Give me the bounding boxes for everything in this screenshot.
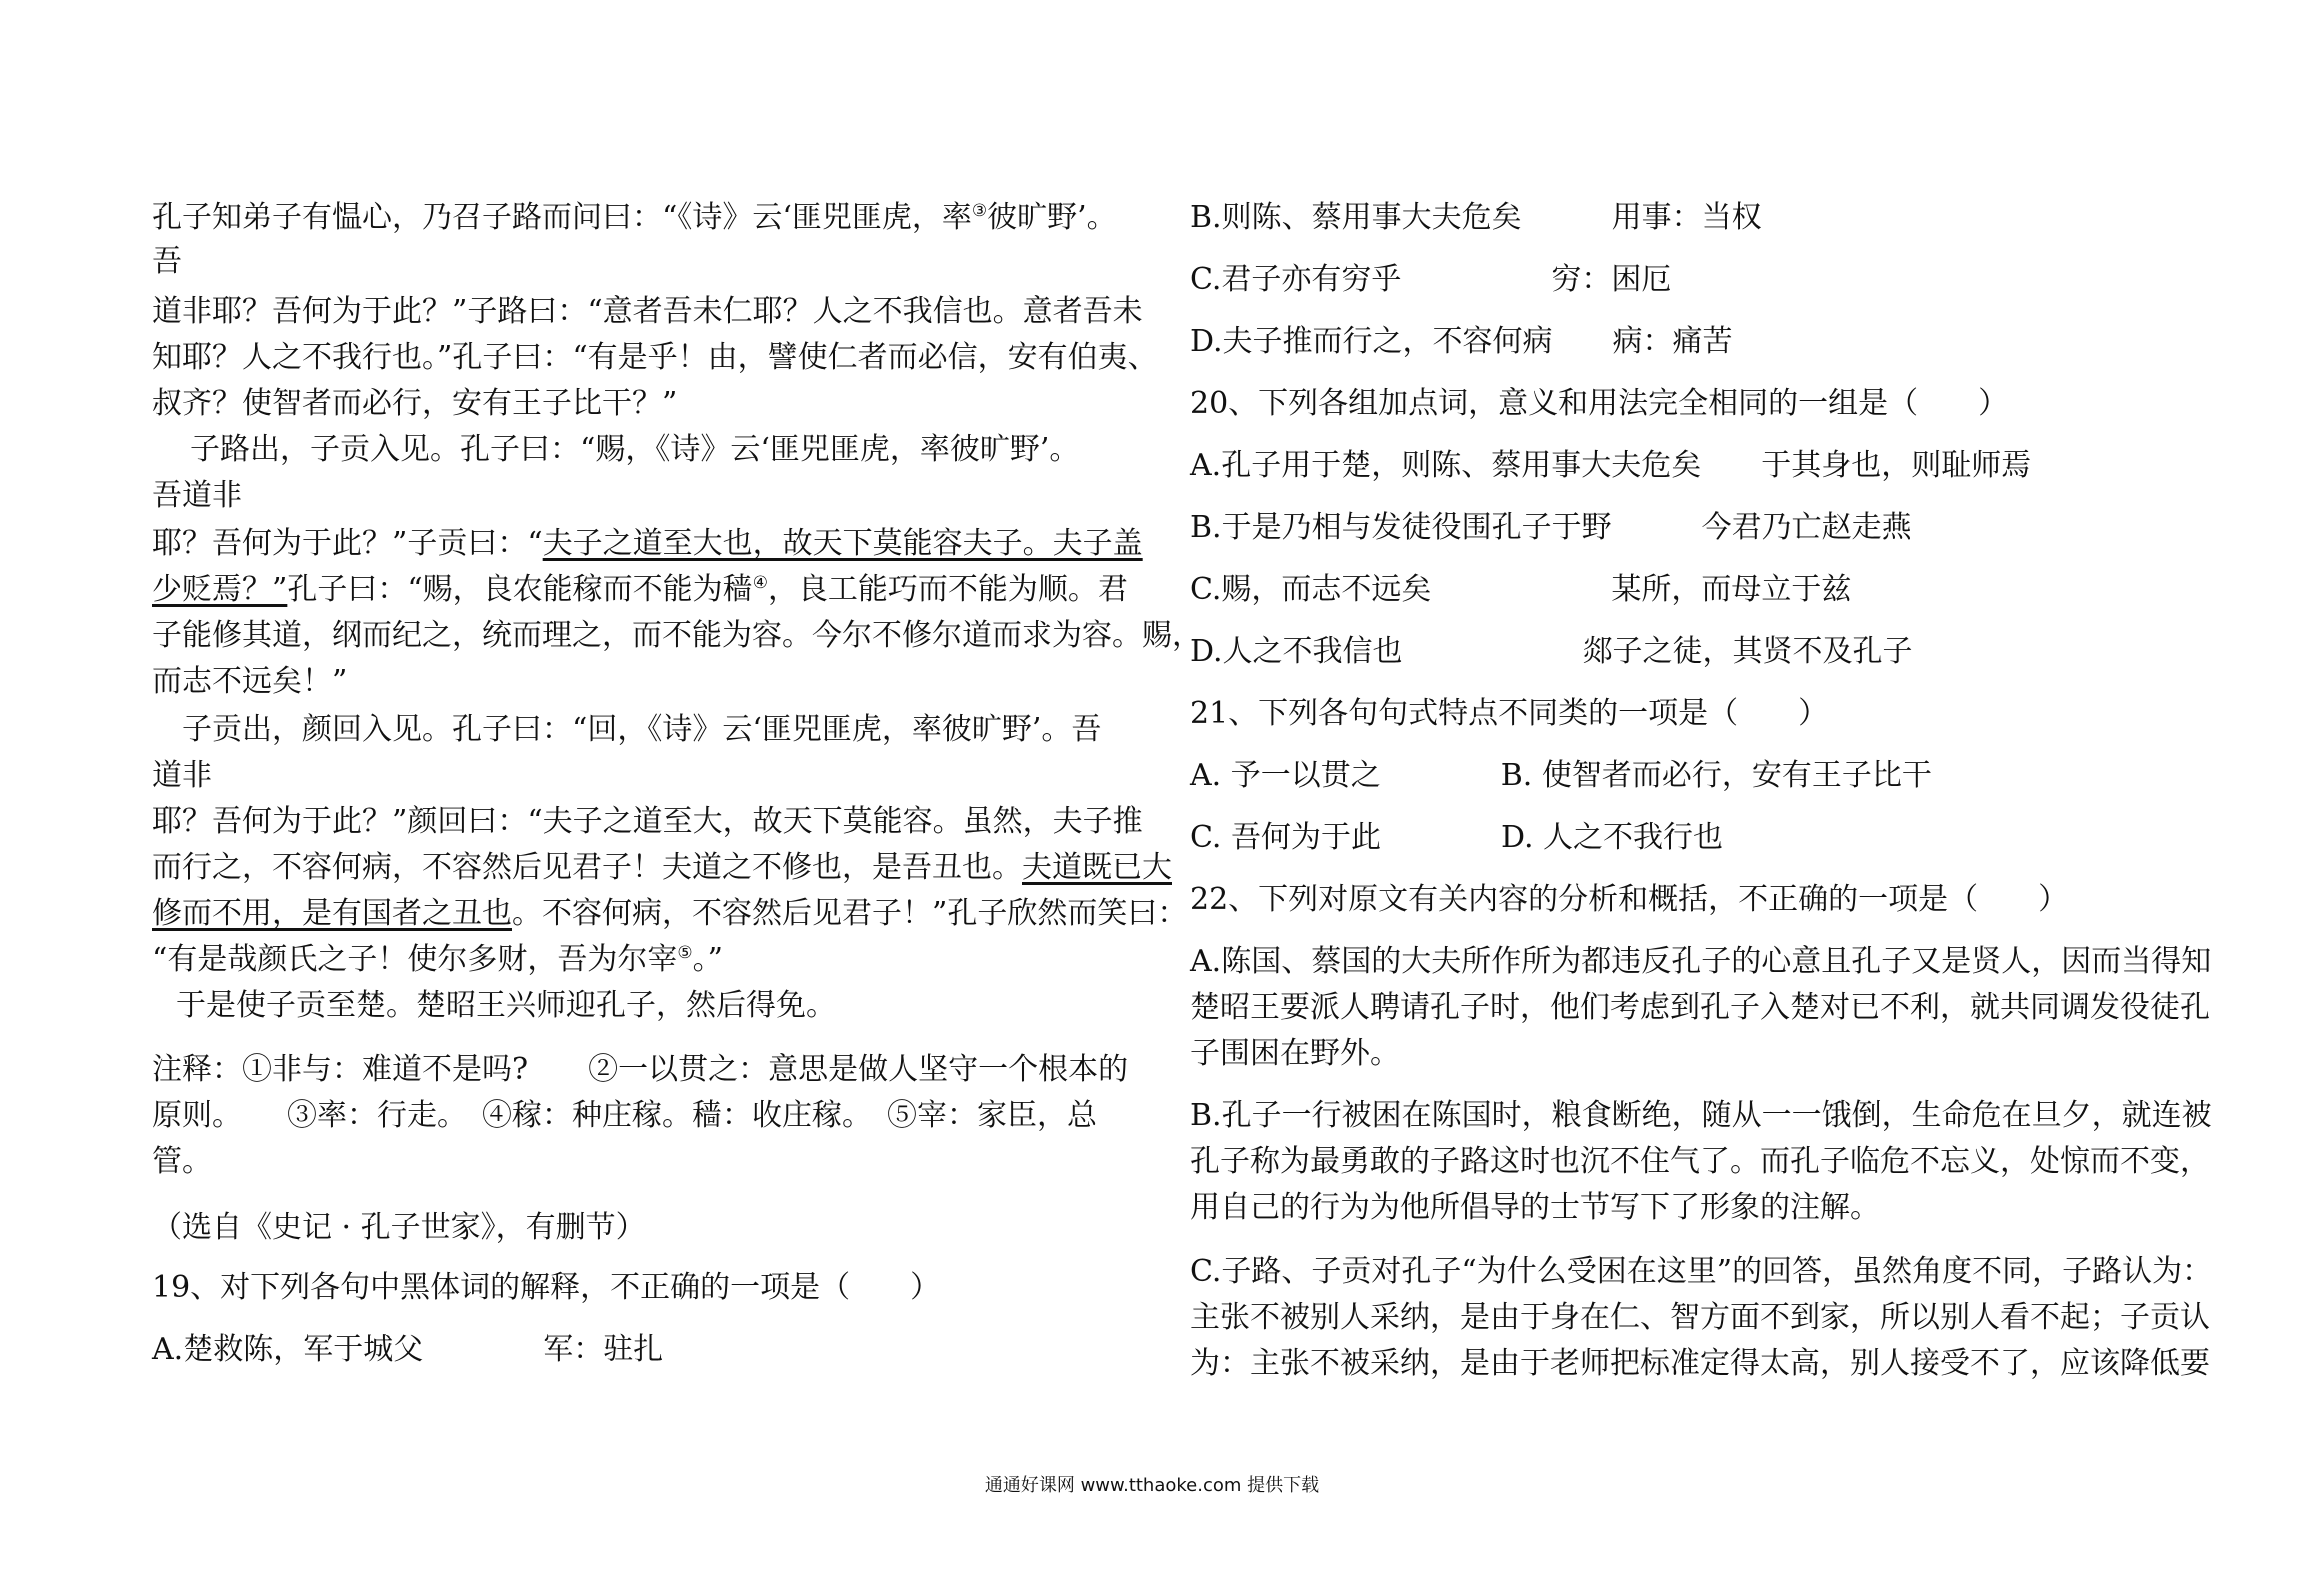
option-line: 为：主张不被采纳，是由于老师把标准定得太高，别人接受不了，应该降低要 (1190, 1346, 2210, 1381)
text-line: 吾道非 (152, 478, 242, 513)
text-line: “有是哉颜氏之子！使尔多财，吾为尔宰⑤。” (152, 942, 723, 977)
text-line: 子路出，子贡入见。孔子曰：“赐，《诗》云‘匪兕匪虎，率彼旷野’。 (190, 432, 1080, 467)
option-line: A.孔子用于楚，则陈、蔡用事大夫危矣 于其身也，则耻师焉 (1190, 448, 2032, 483)
annotation-line: 管。 (152, 1144, 212, 1179)
text-line: 而志不远矣！” (152, 664, 348, 699)
text-line: 子能修其道，纲而纪之，统而理之，而不能为容。今尔不修尔道而求为容。赐， (152, 618, 1202, 653)
option-line: C.赐，而志不远矣 某所，而母立于兹 (1190, 572, 1852, 607)
option-line: B.则陈、蔡用事大夫危矣 用事：当权 (1190, 200, 1762, 235)
option-line: A.楚救陈，军于城父 军：驻扎 (152, 1332, 664, 1367)
option-line: D.夫子推而行之，不容何病 病：痛苦 (1190, 324, 1733, 359)
option-line: 孔子称为最勇敢的子路这时也沉不住气了。而孔子临危不忘义，处惊而不变， (1190, 1144, 2210, 1179)
option-line: A. 予一以贯之 B. 使智者而必行，安有王子比干 (1190, 758, 1932, 793)
annotation-line: 原则。 ③率：行走。 ④稼：种庄稼。穑：收庄稼。 ⑤宰：家臣，总 (152, 1098, 1097, 1133)
underlined-text: 夫子之道至大也，故天下莫能容夫子。夫子盖 (542, 526, 1143, 561)
option-line: 子围困在野外。 (1190, 1036, 1400, 1071)
option-line: 主张不被别人采纳，是由于身在仁、智方面不到家，所以别人看不起；子贡认 (1190, 1300, 2210, 1335)
option-line: A.陈国、蔡国的大夫所作所为都违反孔子的心意且孔子又是贤人，因而当得知 (1190, 944, 2212, 979)
text-line: 孔子知弟子有愠心，乃召子路而问曰：“《诗》云‘匪兕匪虎，率③彼旷野’。 (152, 200, 1117, 235)
text-line: 道非 (152, 758, 212, 793)
option-line: D.人之不我信也 郯子之徒，其贤不及孔子 (1190, 634, 1913, 669)
question-21: 21、下列各句句式特点不同类的一项是（ ） (1190, 696, 1829, 731)
option-line: 用自己的行为为他所倡导的士节写下了形象的注解。 (1190, 1190, 1880, 1225)
text-line: 而行之，不容何病，不容然后见君子！夫道之不修也，是吾丑也。夫道既已大 (152, 850, 1172, 885)
footnote-marker: ④ (752, 573, 768, 593)
underlined-text: 夫道既已大 (1022, 850, 1172, 885)
text-line: 耶？吾何为于此？”子贡曰：“夫子之道至大也，故天下莫能容夫子。夫子盖 (152, 526, 1143, 561)
text-line: 道非耶？吾何为于此？”子路曰：“意者吾未仁耶？人之不我信也。意者吾未 (152, 294, 1143, 329)
underlined-text: 少贬焉？” (152, 572, 288, 607)
footnote-marker: ⑤ (677, 943, 693, 963)
option-line: B.于是乃相与发徒役围孔子于野 今君乃亡赵走燕 (1190, 510, 1912, 545)
text-line: 知耶？人之不我行也。”孔子曰：“有是乎！由，譬使仁者而必信，安有伯夷、 (152, 340, 1158, 375)
text-line: 叔齐？使智者而必行，安有王子比干？” (152, 386, 678, 421)
question-22: 22、下列对原文有关内容的分析和概括，不正确的一项是（ ） (1190, 882, 2069, 917)
option-line: B.孔子一行被困在陈国时，粮食断绝，随从一一饿倒，生命危在旦夕，就连被 (1190, 1098, 2212, 1133)
text-line: 修而不用，是有国者之丑也。不容何病，不容然后见君子！”孔子欣然而笑曰： (152, 896, 1188, 931)
page-footer: 通通好课网 www.tthaoke.com 提供下载 (984, 1475, 1320, 1496)
text-line: 少贬焉？”孔子曰：“赐，良农能稼而不能为穑④，良工能巧而不能为顺。君 (152, 572, 1128, 607)
annotation-line: 注释：①非与：难道不是吗? ②一以贯之：意思是做人坚守一个根本的 (152, 1052, 1129, 1087)
text-line: 吾 (152, 244, 182, 279)
text-line: 子贡出，颜回入见。孔子曰：“回，《诗》云‘匪兕匪虎，率彼旷野’。吾 (182, 712, 1102, 747)
option-line: C.子路、子贡对孔子“为什么受困在这里”的回答，虽然角度不同，子路认为： (1190, 1254, 2213, 1289)
option-line: 楚昭王要派人聘请孔子时，他们考虑到孔子入楚对已不利，就共同调发役徒孔 (1190, 990, 2210, 1025)
option-line: C.君子亦有穷乎 穷：困厄 (1190, 262, 1672, 297)
option-line: C. 吾何为于此 D. 人之不我行也 (1190, 820, 1724, 855)
question-20: 20、下列各组加点词，意义和用法完全相同的一组是（ ） (1190, 386, 2009, 421)
question-19: 19、对下列各句中黑体词的解释，不正确的一项是（ ） (152, 1270, 941, 1305)
underlined-text: 修而不用，是有国者之丑也 (152, 896, 512, 931)
footnote-marker: ③ (971, 201, 988, 221)
text-line: 耶？吾何为于此？”颜回曰：“夫子之道至大，故天下莫能容。虽然，夫子推 (152, 804, 1143, 839)
source-citation: （选自《史记 · 孔子世家》，有删节） (152, 1210, 646, 1245)
text-line: 于是使子贡至楚。楚昭王兴师迎孔子，然后得免。 (176, 988, 836, 1023)
